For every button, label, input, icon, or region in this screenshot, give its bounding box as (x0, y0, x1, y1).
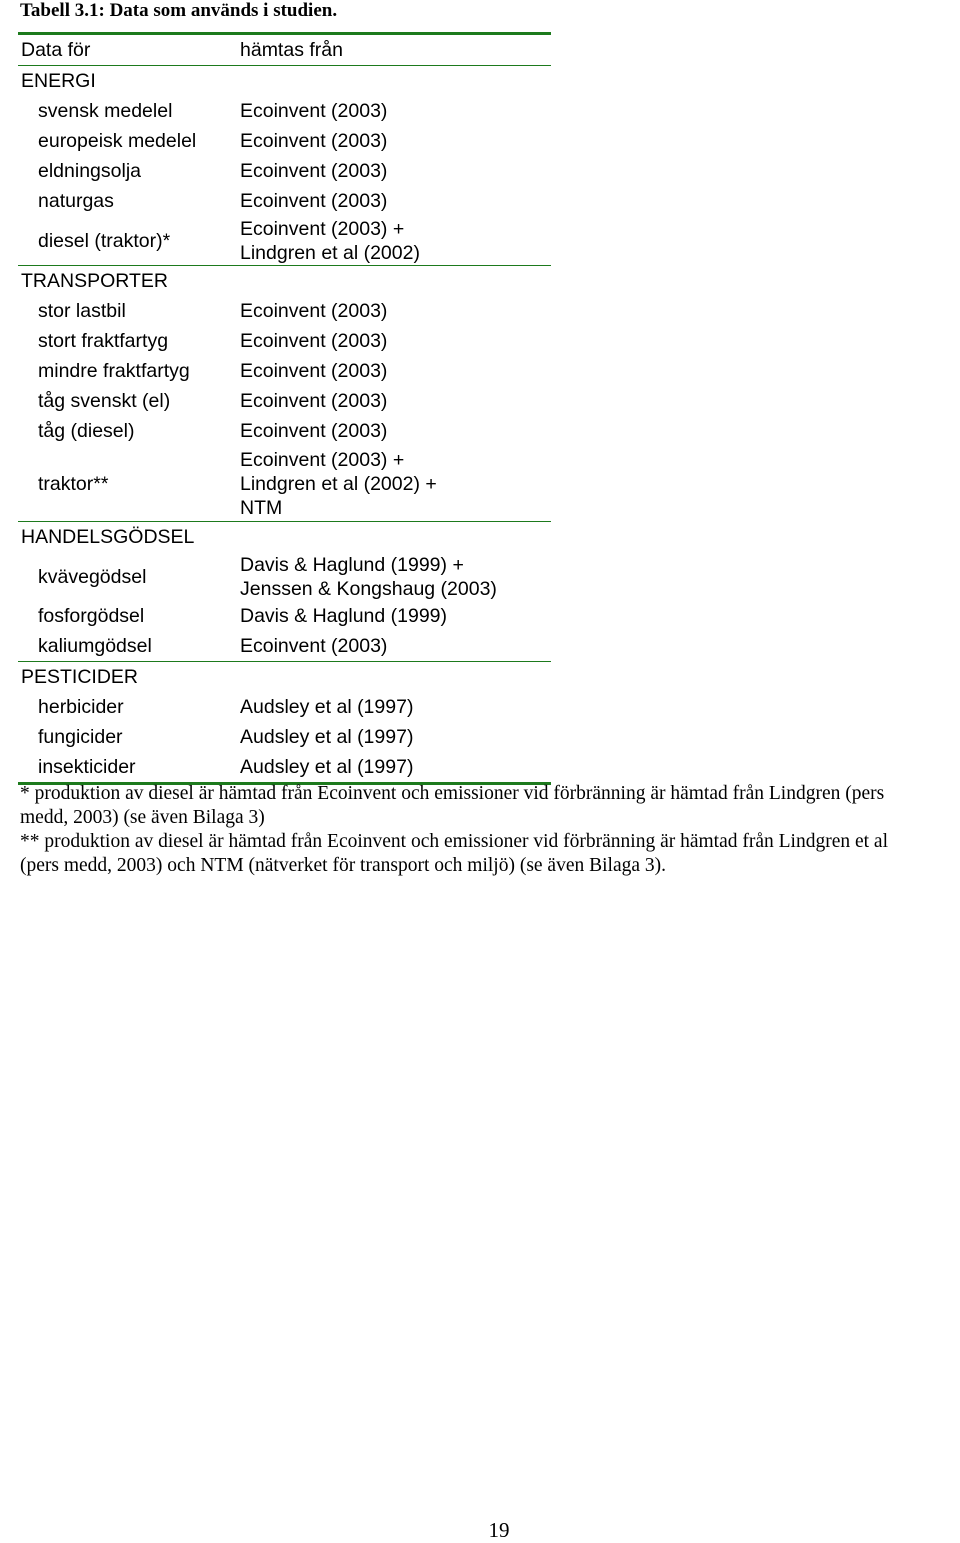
row-item: fungicider (38, 726, 123, 748)
row-item: eldningsolja (38, 160, 141, 182)
page-number: 19 (488, 1518, 510, 1542)
row-source: Ecoinvent (2003) + Lindgren et al (2002) + NTM (240, 448, 437, 519)
row-item: tåg svenskt (el) (38, 390, 171, 412)
table-row (18, 601, 551, 631)
table-caption: Tabell 3.1: Data som används i studien. (20, 0, 338, 21)
row-source: Ecoinvent (2003) + Lindgren et al (2002) (240, 217, 420, 264)
row-source: Ecoinvent (2003) (240, 160, 388, 182)
data-sources-table (18, 32, 551, 785)
section-title: PESTICIDER (21, 666, 139, 688)
footnote-line: medd, 2003) (se även Bilaga 3) (20, 807, 265, 828)
row-item: kaliumgödsel (38, 635, 152, 657)
row-source: Audsley et al (1997) (240, 726, 414, 748)
row-source: Ecoinvent (2003) (240, 390, 388, 412)
row-source: Ecoinvent (2003) (240, 190, 388, 212)
row-source: Ecoinvent (2003) (240, 360, 388, 382)
row-item: naturgas (38, 190, 114, 212)
table-row (18, 552, 551, 601)
section-transporter (18, 266, 551, 296)
row-item: traktor** (38, 472, 109, 495)
header-source: hämtas från (240, 39, 343, 61)
row-source: Ecoinvent (2003) (240, 330, 388, 352)
row-source: Ecoinvent (2003) (240, 130, 388, 152)
row-source: Davis & Haglund (1999) + Jenssen & Kongshaug (2003) (240, 553, 497, 600)
table-row (18, 216, 551, 265)
section-handelsgodsel (18, 522, 551, 552)
row-item: stort fraktfartyg (38, 330, 169, 352)
row-item: svensk medelel (38, 100, 173, 122)
table-row (18, 356, 551, 386)
table-header-row (18, 35, 551, 65)
section-title: ENERGI (21, 70, 96, 92)
table-row (18, 416, 551, 446)
row-item: fosforgödsel (38, 605, 145, 627)
section-energi (18, 66, 551, 96)
row-item: stor lastbil (38, 300, 126, 322)
row-source: Audsley et al (1997) (240, 696, 414, 718)
row-source: Davis & Haglund (1999) (240, 605, 448, 627)
table-row (18, 692, 551, 722)
table-row (18, 156, 551, 186)
row-item: diesel (traktor)* (38, 229, 171, 252)
header-data-for: Data för (21, 39, 91, 61)
table-row (18, 386, 551, 416)
footnotes (20, 782, 960, 878)
row-source: Ecoinvent (2003) (240, 100, 388, 122)
row-source: Ecoinvent (2003) (240, 635, 388, 657)
table-row (18, 126, 551, 156)
row-source: Ecoinvent (2003) (240, 420, 388, 442)
footnote-line: * produktion av diesel är hämtad från Ecoinvent och emissioner vid förbränning är hämtad från Lindgren (pers (20, 783, 885, 804)
row-item: europeisk medelel (38, 130, 197, 152)
table-row (18, 186, 551, 216)
row-source: Audsley et al (1997) (240, 756, 414, 778)
table-row (18, 296, 551, 326)
row-item: herbicider (38, 696, 124, 718)
table-row (18, 722, 551, 752)
row-item: kvävegödsel (38, 565, 147, 588)
section-title: HANDELSGÖDSEL (21, 526, 195, 548)
row-item: mindre fraktfartyg (38, 360, 190, 382)
footnote-line: (pers medd, 2003) och NTM (nätverket för transport och miljö) (se även Bilaga 3). (20, 855, 667, 876)
row-item: insekticider (38, 756, 136, 778)
table-row (18, 631, 551, 661)
table-row (18, 96, 551, 126)
table-row (18, 752, 551, 782)
row-item: tåg (diesel) (38, 420, 135, 442)
section-pesticider (18, 662, 551, 692)
table-row (18, 326, 551, 356)
row-source: Ecoinvent (2003) (240, 300, 388, 322)
table-row (18, 446, 551, 521)
section-title: TRANSPORTER (21, 270, 168, 292)
footnote-line: ** produktion av diesel är hämtad från Ecoinvent och emissioner vid förbränning är hämtad från Lindgren et al (20, 831, 889, 852)
